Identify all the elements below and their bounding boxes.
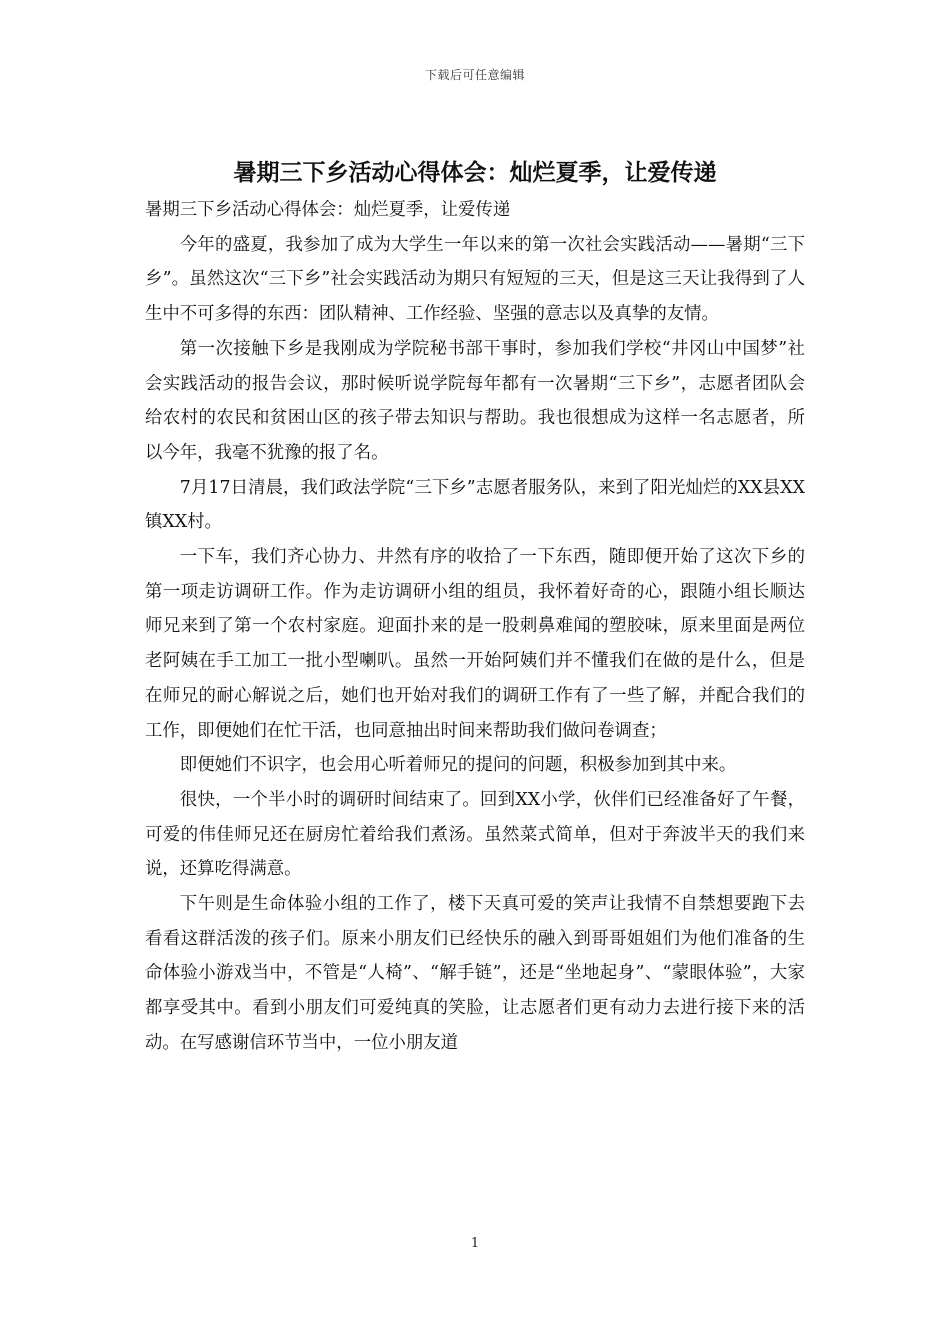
paragraph: 很快，一个半小时的调研时间结束了。回到XX小学，伙伴们已经准备好了午餐，可爱的伟佳师兄还在厨房忙着给我们煮汤。虽然菜式简单，但对于奔波半天的我们来说，还算吃得满意。 bbox=[145, 789, 805, 880]
paragraph: 7月17日清晨，我们政法学院“三下乡”志愿者服务队，来到了阳光灿烂的XX县XX镇XX村。 bbox=[145, 477, 805, 533]
paragraph: 下午则是生命体验小组的工作了，楼下天真可爱的笑声让我情不自禁想要跑下去看看这群活泼的孩子们。原来小朋友们已经快乐的融入到哥哥姐姐们为他们准备的生命体验小游戏当中，不管是“人椅”、“解手链”，还是“坐地起身”、“蒙眼体验”，大家都享受其中。看到小朋友们可爱纯真的笑脸，让志愿者们更有动力去进行接下来的活动。在写感谢信环节当中，一位小朋友道 bbox=[145, 894, 805, 1053]
paragraph: 即便她们不识字，也会用心听着师兄的提问的问题，积极参加到其中来。 bbox=[179, 755, 737, 776]
paragraph: 今年的盛夏，我参加了成为大学生一年以来的第一次社会实践活动——暑期“三下乡”。虽然这次“三下乡”社会实践活动为期只有短短的三天，但是这三天让我得到了人生中不可多得的东西：团队精神、工作经验、坚强的意志以及真挚的友情。 bbox=[145, 234, 805, 325]
paragraph: 一下车，我们齐心协力、井然有序的收拾了一下东西，随即便开始了这次下乡的第一项走访调研工作。作为走访调研小组的组员，我怀着好奇的心，跟随小组长顺达师兄来到了第一个农村家庭。迎面扑来的是一股刺鼻难闻的塑胶味，原来里面是两位老阿姨在手工加工一批小型喇叭。虽然一开始阿姨们并不懂我们在做的是什么，但是在师兄的耐心解说之后，她们也开始对我们的调研工作有了一些了解，并配合我们的工作，即便她们在忙干活，也同意抽出时间来帮助我们做问卷调查； bbox=[145, 547, 805, 741]
document-title: 暑期三下乡活动心得体会：灿烂夏季，让爱传递 bbox=[233, 159, 717, 186]
paragraph: 第一次接触下乡是我刚成为学院秘书部干事时，参加我们学校“井冈山中国梦”社会实践活动的报告会议，那时候听说学院每年都有一次暑期“三下乡”，志愿者团队会给农村的农民和贫困山区的孩子带去知识与帮助。我也很想成为这样一名志愿者，所以今年，我毫不犹豫的报了名。 bbox=[145, 338, 805, 463]
page-number: 1 bbox=[470, 1236, 480, 1251]
document-subtitle: 暑期三下乡活动心得体会：灿烂夏季，让爱传递 bbox=[145, 200, 511, 220]
page-header: 下载后可任意编辑 bbox=[424, 68, 525, 82]
document-body bbox=[145, 193, 805, 1061]
